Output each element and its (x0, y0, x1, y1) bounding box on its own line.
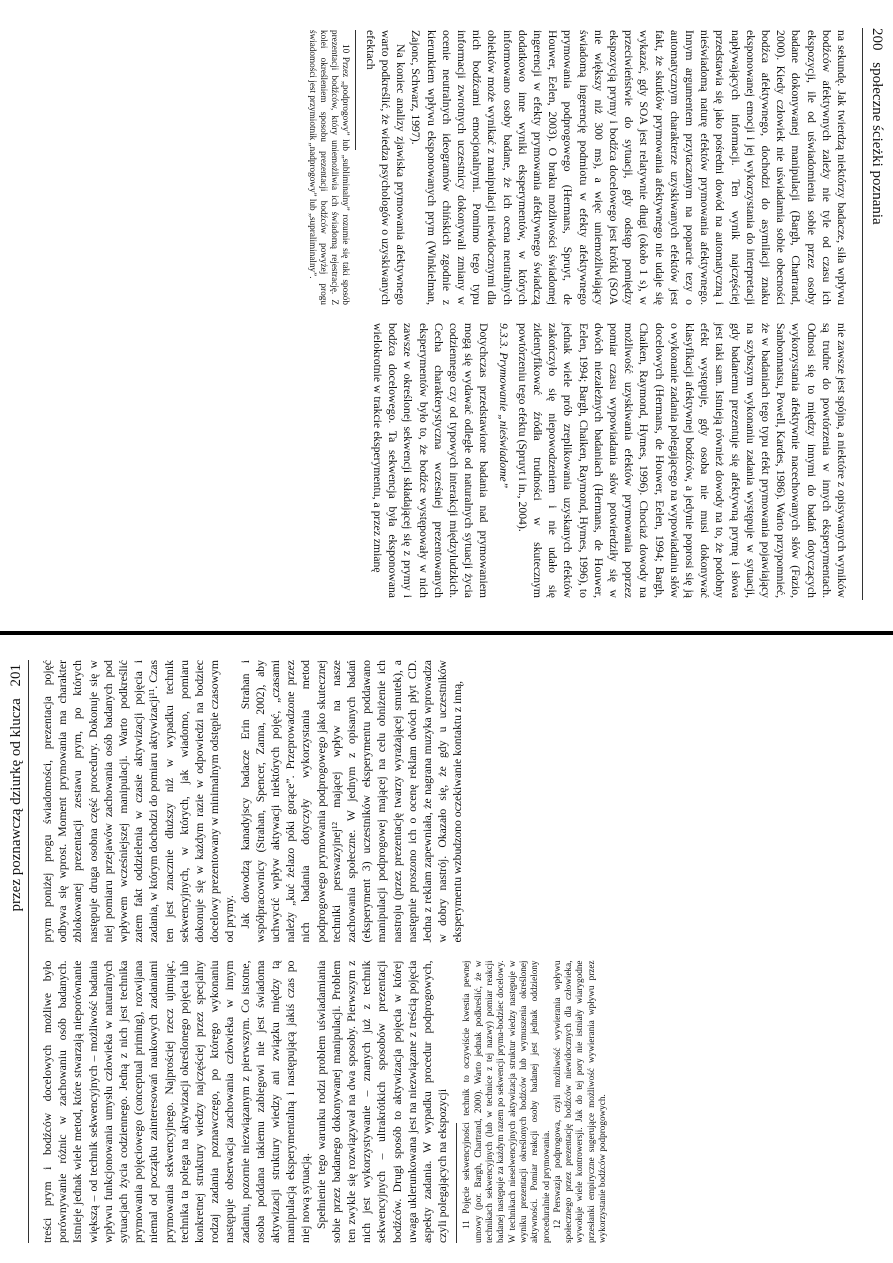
text-columns (40, 660, 608, 1243)
text-columns (229, 30, 849, 598)
page-201-rotated (0, 640, 893, 1263)
header-rule (862, 28, 863, 600)
footnote-12: 12 Perswazja podprogowa, czyli możliwość wywierania wpływu społecznego przez prezentację bodźców niewidocznych dla człowieka, wywołuje wiele kontrowersji. Jak do tej pory nie istniały wiarygodne przesłanki empiryczne sugerujące możliwość wywierania wpływu przez wykorzystanie bodźców podprogowych. (551, 960, 608, 1243)
paragraph: Na koniec analizy zjawiska prymowania afektywnego warto podkreślić, że wiedza psychologów o uzyskiwanych efektach (363, 30, 408, 305)
footnote-rule (356, 30, 357, 150)
column-right (40, 660, 600, 943)
paragraph: Jak dowodzą kanadyjscy badacze Erin Strahan i współpracownicy (Strahan, Spencer, Zanna, 2002), aby uchwycić wpływ aktywacji niektórych pojęć, „czasami należy „kuć żelazo póki gorące”. Przeprowadzone przez nich badania dotyczyły wykorzystania metod podprogowego prymowania podprogowego jako skutecznej techniki perswazyjnej¹² mającej wpływ na nasze zachowania społeczne. W jednym z opisanych badań (eksperyment 3) uczestników eksperymentu poddawano manipulacji podprogowej mającej na celu obniżenie ich nastroju (przez prezentację twarzy wyrażającej smutek), a następnie proszono ich o ocenę reklam dwóch płyt CD. Jedna z reklam zapewniała, że nagrana muzyka wprowadza w dobry nastrój. Okazało się, że gdy u uczestników eksperymentu wzbudzono oczekiwanie kontaktu z inną, (238, 660, 465, 943)
column-left (40, 960, 608, 1244)
page-201-region (0, 640, 893, 1263)
paragraph: na sekundę. Jak twierdzą niektórzy badacze, siła wpływu bodźców afektywnych zależy nie tyle od czasu ich ekspozycji, ile od uświadomienia sobie przez osoby badane dokonywanej manipulacji (Bargh, Chartrand, 2000). Kiedy człowiek nie uświadamia sobie obecności bodźca afektywnego, dochodzi do asymilacji znaku eksponowanej emocji i jej wykorzystania do interpretacji napływających informacji. Ten wynik najczęściej przedstawia się jako pośredni dowód na automatyczną i nieświadomą naturę efektów prymowania afektywnego. Innym argumentem przytaczanym na poparcie tezy o automatycznym charakterze uzyskiwanych efektów jest fakt, że skutków prymowania afektywnego nie udaje się wykazać, gdy SOA jest relatywnie długi (około 1 s), w przeciwieństwie do sytuacji, gdy odstęp pomiędzy ekspozycją prymy i bodźca docelowego jest krótki (SOA nie większy niż 300 ms), a więc uniemożliwiający świadomą ingerencję podmiotu w efekty afektywnego prymowania podprogowego (Hermans, Spruyt, de Houwer, Eelen, 2003). O braku możliwości świadomej ingerencji w efekty prymowania afektywnego świadczą dodatkowo inne wyniki eksperymentów, w których informowano osoby badane, że ich ocena neutralnych obiektów może wynikać z manipulacji niewidocznymi dla nich bodźcami emocjonalnymi. Pomimo tego typu informacji zwrotnych uczestnicy dokonywali zmiany w ocenie neutralnych ideogramów chińskich zgodnie z kierunkiem wpływu eksponowanych prym (Winkielman, Zajonc, Schwarz, 1997). (409, 30, 848, 305)
running-head-title: społeczne ścieżki poznania (869, 62, 885, 225)
column-left (229, 30, 849, 305)
page-200-region (0, 0, 893, 628)
footnote-10: 10 Przez „podprogowy” lub „subliminalny” rozumie się taki sposób prezentacji bodźców, który uniemożliwia ich świadomą rejestrację. Z kolei określeniem sposobu prezentacji bodźców powyżej progu świadomości jest przymiotnik „nadprogowy” lub „supraliminalny”. (307, 30, 352, 305)
paragraph: treści prym i bodźców docelowych możliwe było porównywanie różnic w zachowaniu osób badanych. Istnieje jednak wiele metod, które stwarzają nieporównanie większą – od technik sekwencyjnych – możliwość badania wpływu funkcjonowania umysłu człowieka w naturalnych sytuacjach życia codziennego. Jedną z nich jest technika prymowania pojęciowego (conceptual priming), rozwijana niemal od początku zainteresowań naukowych zadaniami prymowania sekwencyjnego. Najprościej rzecz ujmując, technika ta polega na aktywizacji określonego pojęcia lub konkretnej struktury wiedzy najczęściej przez specjalny rodzaj zadania poznawczego, po którego wykonaniu następuje obserwacja zachowania człowieka w innym zadaniu, pozornie niezwiązanym z pierwszym. Co istotne, osoba poddana takiemu zabiegowi nie jest świadoma aktywizacji struktury wiedzy ani związku między tą manipulacją eksperymentalną i następującą jakiś czas po niej nową sytuacją. (41, 960, 313, 1243)
section-heading: 9.3.3. Prymowanie „nieświadome” (496, 323, 510, 489)
paragraph: nie zawsze jest spójna, a niektóre z opisywanych wyników są trudne do powtórzenia w innych eksperymentach. Odnosi się to między innymi do badań dotyczących wykorzystania afektywnie nacechowanych słów (Fazio, Sanbonmatsu, Powell, Kardes, 1986). Warto przypomnieć, że w badaniach tego typu efekt prymowania pojawiający na szybszym wykonaniu zadania występuje w sytuacji, gdy badanemu prezentuje się afektywną prymę i słowa jest taki sam. Istnieją również dowody na to, że podobny efekt występuje, gdy osoba nie musi dokonywać klasyfikacji afektywnej bodźców, a jedynie poprosi się ją o wykonanie zadania polegającego na wypowiadaniu słów docelowych (Hermans, de Houwer, Eelen, 1994; Bargh, Chaiken, Raymond, Hymes, 1996). Chociaż dowody na możliwość uzyskiwania efektów prymowania poprzez pomiar czasu wypowiadania słów potwierdziły się w dwóch niezależnych badaniach (Hermans, de Houwer, Eelen, 1994; Bargh, Chaiken, Raymond, Hymes, 1996), to jednak wiele prób zreplikowania uzyskanych efektów zakończyło się niepowodzeniem i nie udało się zidentyfikować źródła trudności w skutecznym powtórzeniu tego efektu (Spruyt i in., 2004). (515, 323, 848, 598)
paragraph: Dotychczas przedstawione badania nad prymowaniem mogą się wydawać odległe od naturalnych sytuacji życia codziennego czy od typowych interakcji międzyludzkich. Cecha charakterystyczna wcześniej prezentowanych eksperymentów było to, że bodźce występowały w nich zawsze w określonej sekwencji składającej się z prymy i bodźca docelowego. Ta sekwencja była eksponowana wielokrotnie w trakcie eksperymentu, a przez zmianę (370, 323, 491, 598)
paragraph: prym poniżej progu świadomości, prezentacja pojęć odbywa się wprost. Moment prymowania ma charakter zblokowanej prezentacji zestawu prym, po których następuje druga osobna część procedury. Dokonuje się w niej pomiaru przejawów zachowania osób badanych pod wpływem wcześniejszej manipulacji. Warto podkreślić zatem fakt oddzielenia w czasie aktywizacji pojęcia i zadania, w którym dochodzi do pomiaru aktywizacji¹¹. Czas ten jest znacznie dłuższy niż w wypadku technik sekwencyjnych, w których, jak wiadomo, pomiaru dokonuje się w każdym razie w odpowiedzi na bodziec docelowy prezentowany w minimalnym odstępie czasowym od prymy. (41, 660, 237, 943)
page-divider (0, 628, 893, 640)
header-rule (28, 660, 29, 1243)
paragraph: Spełnienie tego warunku rodzi problem uświadamiania sobie przez badanego dokonywanej manipulacji. Problem ten zwykle się rozwiązywał na dwa sposoby. Pierwszym z nich jest wykorzystywanie – znanych już z technik sekwencyjnych – ultrakrótkich sposobów prezentacji bodźców. Drugi sposób to aktywizacja pojęcia w której uwaga uklerunkowana jest na niezwiązane z treścią pojęcia aspekty zadania. W wypadku procedur podprogowych, czyli polegających na ekspozycji (314, 960, 450, 1243)
scan-gutter-bar (0, 631, 893, 635)
footnote-rule (456, 1123, 457, 1243)
column-right (229, 323, 849, 598)
page-number: 201 (8, 664, 24, 687)
page-200-rotated (0, 0, 893, 628)
page-201 (0, 640, 893, 1263)
footnote-11: 11 Pojęcie sekwencyjności technik to oczywiście kwestia pewnej umowy (por. Bargh, Chartrand, 2000). Warto jednak podkreślić, że w technikach sekwencyjnych (lub w technice z tej nazwy) pomiar reakcji badanej następuje za każdym razem po sekwencji pryma-bodziec docelowy. W technikach nieselwencyjnych aktywizacja struktur wiedzy następuje w wyniku prezentacji określonych bodźców lub wymuszenia określonej aktywności. Pomiar reakcji osoby badanej jest jednak oddzielony proceduralnie od prymowania. (461, 960, 551, 1243)
page-200 (0, 0, 893, 628)
page-number: 200 (869, 28, 885, 51)
running-head-201 (8, 664, 25, 911)
running-head-title: przez poznawczą dziurkę od klucza (8, 698, 24, 912)
running-head-200 (868, 28, 885, 225)
